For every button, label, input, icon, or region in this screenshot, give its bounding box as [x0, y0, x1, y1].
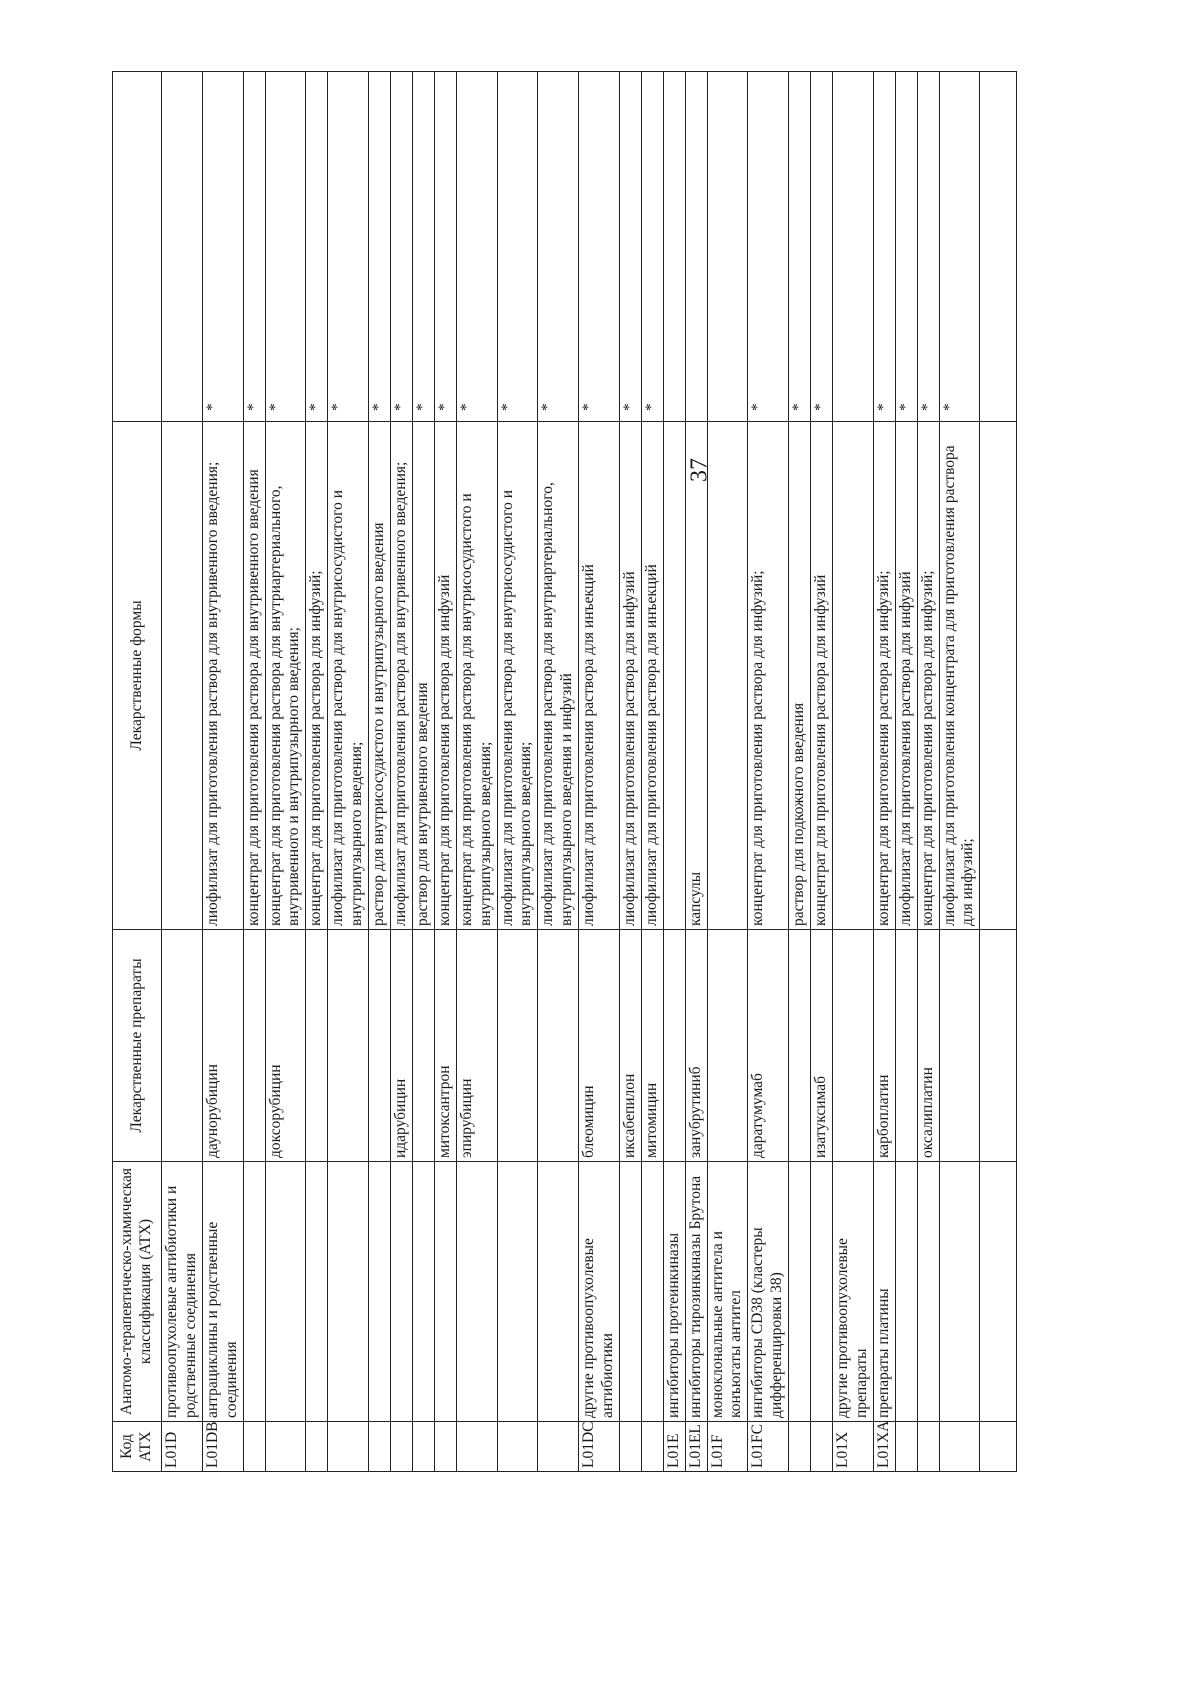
cell-drug	[497, 930, 538, 1162]
cell-mark: *	[619, 72, 641, 422]
cell-code	[641, 1422, 663, 1472]
cell-drug: даунорубицин	[202, 930, 243, 1162]
cell-classification	[412, 1162, 434, 1422]
cell-classification	[939, 1162, 980, 1422]
cell-mark: *	[538, 72, 579, 422]
cell-empty	[980, 72, 1017, 422]
cell-mark: *	[369, 72, 391, 422]
drug-table	[112, 71, 1017, 1472]
cell-form: раствор для внутрисосудистого и внутрипузырного введения	[369, 422, 391, 930]
cell-code: L01XA	[873, 1422, 895, 1472]
cell-form: концентрат для приготовления раствора для внутриартериального, внутривенного и внутрипузырного введения;	[265, 422, 306, 930]
cell-code: L01EL	[685, 1422, 707, 1472]
cell-form: лиофилизат для приготовления раствора для инъекций	[579, 422, 620, 930]
cell-drug: даратумумаб	[748, 930, 789, 1162]
cell-form: лиофилизат для приготовления раствора для внутриартериального, внутрипузырного введения и инфузий	[538, 422, 579, 930]
cell-classification	[497, 1162, 538, 1422]
cell-form: концентрат для приготовления раствора для внутрисосудистого и внутрипузырного введения;	[456, 422, 497, 930]
cell-drug	[707, 930, 748, 1162]
cell-drug	[412, 930, 434, 1162]
cell-code: L01D	[162, 1422, 203, 1472]
table-row	[162, 72, 203, 1472]
cell-code: L01F	[707, 1422, 748, 1472]
header-mark	[113, 72, 162, 422]
cell-drug: идарубицин	[390, 930, 412, 1162]
cell-drug: митомицин	[641, 930, 663, 1162]
cell-classification	[619, 1162, 641, 1422]
header-classification: Анатомо-терапевтическо-химическая классификация (АТХ)	[113, 1162, 162, 1422]
cell-mark: *	[306, 72, 328, 422]
table-row	[833, 72, 874, 1472]
cell-drug: блеомицин	[579, 930, 620, 1162]
table-row	[579, 72, 620, 1472]
cell-drug	[369, 930, 391, 1162]
cell-form: концентрат для приготовления раствора для инфузий;	[306, 422, 328, 930]
cell-classification: антрациклины и родственные соединения	[202, 1162, 243, 1422]
cell-code: L01DB	[202, 1422, 243, 1472]
cell-drug: эпирубицин	[456, 930, 497, 1162]
cell-empty	[980, 1422, 1017, 1472]
cell-drug: доксорубицин	[265, 930, 306, 1162]
table-row	[895, 72, 917, 1472]
cell-form	[162, 422, 203, 930]
cell-mark: *	[917, 72, 939, 422]
cell-code	[412, 1422, 434, 1472]
cell-classification: моноклональные антитела и конъюгаты антител	[707, 1162, 748, 1422]
cell-mark: *	[748, 72, 789, 422]
cell-form: лиофилизат для приготовления раствора для внутрисосудистого и внутрипузырного введения;	[497, 422, 538, 930]
cell-drug: митоксантрон	[434, 930, 456, 1162]
cell-classification	[328, 1162, 369, 1422]
cell-code	[390, 1422, 412, 1472]
rotated-table-container	[112, 72, 1032, 1472]
cell-classification	[789, 1162, 811, 1422]
cell-mark	[833, 72, 874, 422]
cell-drug	[162, 930, 203, 1162]
cell-form	[663, 422, 685, 930]
table-row	[707, 72, 748, 1472]
cell-form: лиофилизат для приготовления раствора для инъекций	[641, 422, 663, 930]
cell-code	[619, 1422, 641, 1472]
cell-classification	[369, 1162, 391, 1422]
cell-form: раствор для внутривенного введения	[412, 422, 434, 930]
cell-drug	[939, 930, 980, 1162]
cell-drug: оксалиплатин	[917, 930, 939, 1162]
cell-classification	[265, 1162, 306, 1422]
cell-drug: изатуксимаб	[811, 930, 833, 1162]
cell-classification: ингибиторы тирозинкиназы Брутона	[685, 1162, 707, 1422]
cell-drug: занубрутиниб	[685, 930, 707, 1162]
cell-code	[328, 1422, 369, 1472]
cell-form: лиофилизат для приготовления раствора для внутрисосудистого и внутрипузырного введения;	[328, 422, 369, 930]
cell-classification	[456, 1162, 497, 1422]
header-row	[113, 72, 162, 1472]
cell-code	[939, 1422, 980, 1472]
cell-form: концентрат для приготовления раствора для инфузий	[811, 422, 833, 930]
table-row	[369, 72, 391, 1472]
cell-mark: *	[456, 72, 497, 422]
table-row	[538, 72, 579, 1472]
cell-mark: *	[265, 72, 306, 422]
cell-drug	[663, 930, 685, 1162]
cell-classification: другие противоопухолевые препараты	[833, 1162, 874, 1422]
cell-empty	[980, 930, 1017, 1162]
cell-drug	[328, 930, 369, 1162]
table-row	[497, 72, 538, 1472]
cell-form: лиофилизат для приготовления раствора для внутривенного введения;	[390, 422, 412, 930]
cell-code	[497, 1422, 538, 1472]
table-row	[748, 72, 789, 1472]
cell-mark: *	[811, 72, 833, 422]
table-row	[456, 72, 497, 1472]
header-forms: Лекарственные формы	[113, 422, 162, 930]
cell-mark: *	[789, 72, 811, 422]
cell-code	[538, 1422, 579, 1472]
cell-code	[306, 1422, 328, 1472]
cell-drug	[306, 930, 328, 1162]
cell-form: концентрат для приготовления раствора для инфузий;	[917, 422, 939, 930]
table-row	[811, 72, 833, 1472]
table-row	[202, 72, 243, 1472]
cell-form: концентрат для приготовления раствора для инфузий;	[748, 422, 789, 930]
table-row	[873, 72, 895, 1472]
table-row-blank	[980, 72, 1017, 1472]
cell-form	[833, 422, 874, 930]
cell-mark: *	[412, 72, 434, 422]
cell-form	[707, 422, 748, 930]
cell-drug	[833, 930, 874, 1162]
cell-drug	[789, 930, 811, 1162]
table-row	[306, 72, 328, 1472]
cell-drug: карбоплатин	[873, 930, 895, 1162]
cell-empty	[980, 422, 1017, 930]
page-number: 37	[686, 458, 713, 482]
cell-classification	[811, 1162, 833, 1422]
cell-code: L01DC	[579, 1422, 620, 1472]
cell-mark: *	[873, 72, 895, 422]
cell-code	[811, 1422, 833, 1472]
table-row	[619, 72, 641, 1472]
cell-classification: ингибиторы CD38 (кластеры дифференцировки 38)	[748, 1162, 789, 1422]
cell-mark	[707, 72, 748, 422]
cell-code	[456, 1422, 497, 1472]
table-row	[243, 72, 265, 1472]
cell-code: L01FC	[748, 1422, 789, 1472]
cell-form: капсулы	[685, 422, 707, 930]
table-row	[328, 72, 369, 1472]
table-row	[265, 72, 306, 1472]
cell-classification	[895, 1162, 917, 1422]
cell-classification: препараты платины	[873, 1162, 895, 1422]
cell-mark: *	[243, 72, 265, 422]
cell-form: лиофилизат для приготовления раствора для инфузий	[895, 422, 917, 930]
cell-code	[789, 1422, 811, 1472]
cell-classification	[538, 1162, 579, 1422]
cell-code	[917, 1422, 939, 1472]
cell-classification	[306, 1162, 328, 1422]
cell-mark: *	[390, 72, 412, 422]
table-row	[663, 72, 685, 1472]
cell-code	[895, 1422, 917, 1472]
cell-code: L01E	[663, 1422, 685, 1472]
cell-form: лиофилизат для приготовления концентрата для приготовления раствора для инфузий;	[939, 422, 980, 930]
table-row	[939, 72, 980, 1472]
table-row	[685, 72, 707, 1472]
cell-drug	[895, 930, 917, 1162]
cell-code	[265, 1422, 306, 1472]
cell-classification	[434, 1162, 456, 1422]
cell-mark	[685, 72, 707, 422]
cell-mark: *	[641, 72, 663, 422]
header-drugs: Лекарственные препараты	[113, 930, 162, 1162]
cell-mark: *	[579, 72, 620, 422]
cell-mark: *	[497, 72, 538, 422]
cell-mark: *	[328, 72, 369, 422]
cell-classification: другие противоопухолевые антибиотики	[579, 1162, 620, 1422]
cell-form: концентрат для приготовления раствора для внутривенного введения	[243, 422, 265, 930]
cell-form: лиофилизат для приготовления раствора для инфузий	[619, 422, 641, 930]
cell-classification	[390, 1162, 412, 1422]
table-row	[412, 72, 434, 1472]
cell-mark: *	[434, 72, 456, 422]
header-code: Код АТХ	[113, 1422, 162, 1472]
cell-form: раствор для подкожного введения	[789, 422, 811, 930]
cell-mark: *	[202, 72, 243, 422]
cell-form: лиофилизат для приготовления раствора для внутривенного введения;	[202, 422, 243, 930]
cell-code: L01X	[833, 1422, 874, 1472]
cell-classification	[917, 1162, 939, 1422]
cell-drug: иксабепилон	[619, 930, 641, 1162]
table-row	[390, 72, 412, 1472]
table-row	[434, 72, 456, 1472]
cell-mark: *	[939, 72, 980, 422]
table-body	[162, 72, 1017, 1472]
cell-classification: противоопухолевые антибиотики и родственные соединения	[162, 1162, 203, 1422]
table-row	[789, 72, 811, 1472]
cell-empty	[980, 1162, 1017, 1422]
cell-form: концентрат для приготовления раствора для инфузий;	[873, 422, 895, 930]
cell-mark	[663, 72, 685, 422]
cell-mark: *	[895, 72, 917, 422]
cell-classification	[243, 1162, 265, 1422]
cell-classification	[641, 1162, 663, 1422]
cell-drug	[538, 930, 579, 1162]
table-row	[917, 72, 939, 1472]
cell-mark	[162, 72, 203, 422]
cell-form: концентрат для приготовления раствора для инфузий	[434, 422, 456, 930]
cell-code	[243, 1422, 265, 1472]
cell-classification: ингибиторы протеинкиназы	[663, 1162, 685, 1422]
cell-drug	[243, 930, 265, 1162]
cell-code	[434, 1422, 456, 1472]
table-row	[641, 72, 663, 1472]
cell-code	[369, 1422, 391, 1472]
